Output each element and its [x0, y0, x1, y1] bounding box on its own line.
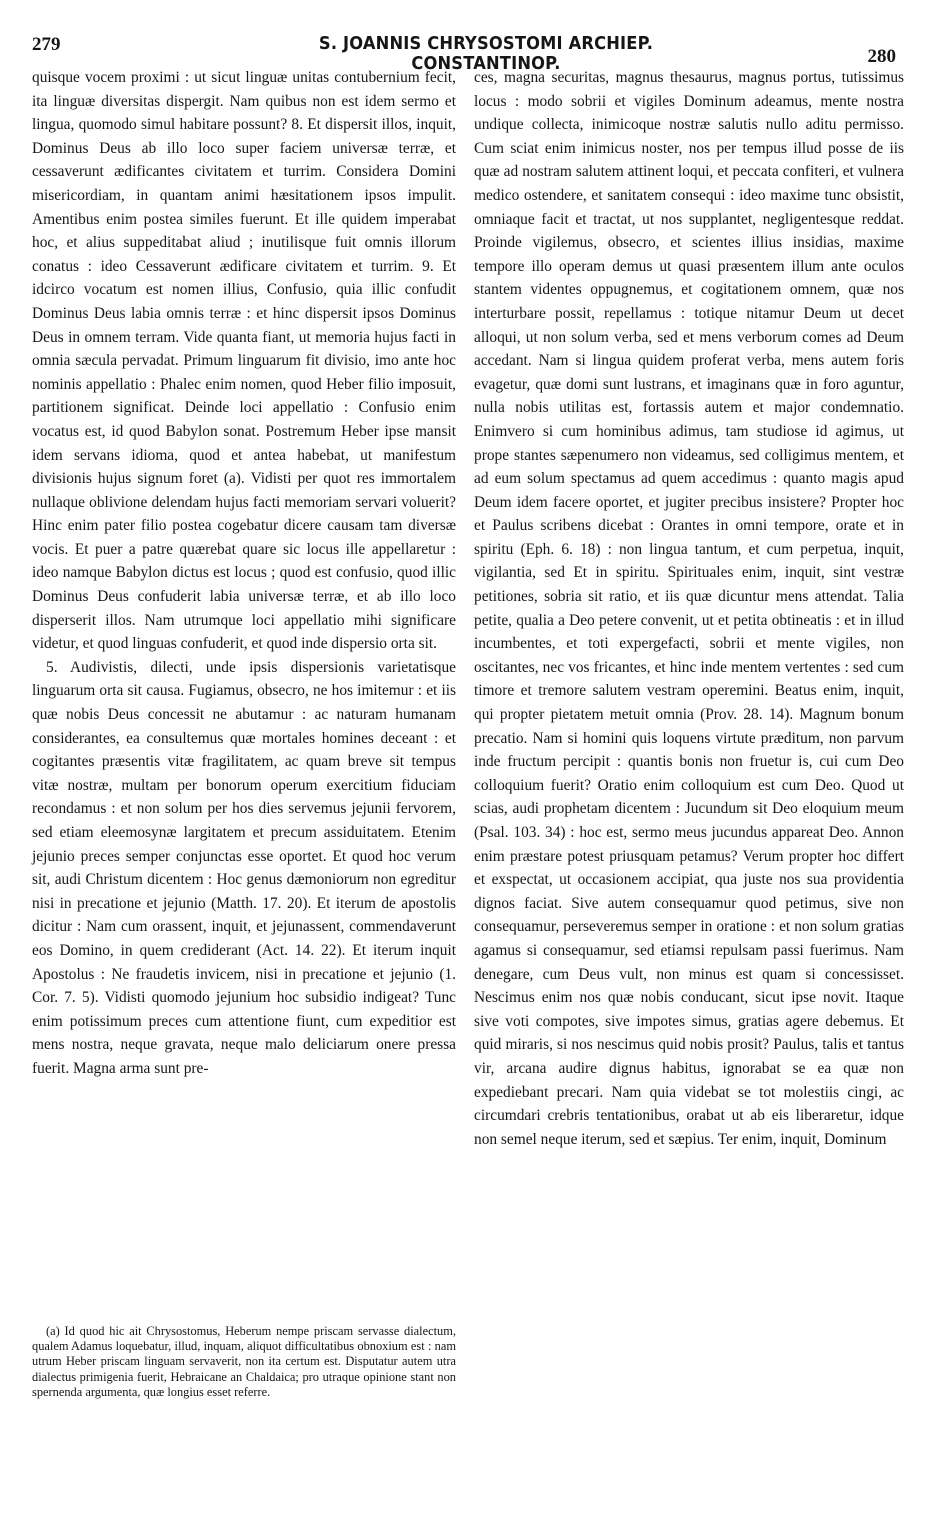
page-number-left: 279 [32, 34, 61, 55]
right-paragraph-1: ces, magna securitas, magnus thesaurus, magnus portus, tutissimus locus : modo sobrii et vigiles Dominum adeamus, mente nostra undique collecta, inimicoque nostræ salutis nullo aditu permisso. Cum sciat enim inimicus noster, nos per tempus illud posse de iis quæ ad nostram salutem attinent loqui, et peccata confiteri, et vulnera medico ostendere, et sanitatem consequi : ideo maxime tunc obsistit, omniaque facit et tractat, ut nos supplantet, negligentesque reddat. Proinde vigilemus, obsecro, et scientes illius insidias, maxime tempore illo operam demus ut quasi præsentem illum ante oculos stantem videntes oppugnemus, et cogitationem omnem, quæ nos interturbare possit, repellamus : totique nitamur Deum ut decet alloqui, ut non solum verba, sed et mens verborum comes ad Deum accedant. Nam si lingua quidem proferat verba, mens autem foris evagetur, quæ domi sunt lustrans, et imaginans quæ in foro aguntur, nulla nobis utilitas est, fortassis autem et major condemnatio. Enimvero si cum hominibus adimus, tam studiose id agimus, ut prope stantes sæpenumero non videamus, sed colligimus mentem, et ad eum solum spectamus ad quem accedimus : quanto magis apud Deum idem facere oportet, et jugiter precibus insistere? Propter hoc et Paulus scribens dicebat : Orantes in omni tempore, orate et in spiritu (Eph. 6. 18) : non lingua tantum, et cum perpetua, inquit, vigilantia, sed Et in spiritu. Spirituales enim, inquit, sint vestræ petitiones, sobria sit ratio, et iis quæ dicuntur mens attendat. Talia petite, qualia a Deo petere convenit, ut et petita obtineatis : et in illud incumbentes, et toti expergefacti, sobrii et mente vigiles, non oscitantes, nec vos fricantes, et hinc inde mentem vertentes : sed cum timore et tremore salutem vestram operemini. Beatus enim, inquit, qui propter pietatem metuit omnia (Prov. 28. 14). Magnum bonum precatio. Nam si homini quis loquens virtute præditum, non parvum inde fructum percipit : quantis bonis non fruetur is, cui cum Deo colloquium fuerit? Oratio enim colloquium est cum Deo. Quod ut scias, audi prophetam dicentem : Jucundum sit Deo eloquium meum (Psal. 103. 34) : hoc est, sermo meus jucundus appareat Deo. Annon enim præstare potest priusquam petamus? Verum propter hoc differt et exspectat, ut occasionem accipiat, qua juste nos sua providentia dignos faciat. Sive autem consequamur quod petimus, sive non consequamur, perseveremus semper in oratione : et non solum gratias agamus si consequamur, sed etiamsi repulsam passi fuerimus. Nam denegare, cum Deus vult, non minus est quam si concessisset. Nescimus enim nos quæ nobis conducant, sicut ipse novit. Itaque sive voti compotes, sive impotes simus, gratias agere debemus. Et quid miraris, si nos nescimus quid nobis prosit? Paulus, talis et tantus vir, arcana audire dignus habitus, ignorabat se ea quæ non expediebant precari. Nam quia videbat se tot molestiis cingi, ac circumdari crebris tentationibus, orabat ut ab eis liberaretur, idque non semel neque iterum, sed et sæpius. Ter enim, inquit, Dominum [474, 69, 904, 1148]
page-header [30, 26, 902, 74]
left-column [32, 66, 456, 1081]
page-number-right: 280 [867, 46, 896, 67]
footnote-text: (a) Id quod hic ait Chrysostomus, Heberum nempe priscam servasse dialectum, qualem Adamus loquebatur, illud, inquam, aliquot difficultatibus obnoxium est : nam utrum Heber priscam linguam servaverit, non ita certum est. Disputatur autem utra dialectus primigenia fuerit, Hebraicane an Chaldaica; pro utraque opinione stant non spernenda argumenta, quæ longius esset referre. [32, 1324, 456, 1399]
left-paragraph-2: 5. Audivistis, dilecti, unde ipsis dispersionis varietatisque linguarum orta sit causa. Fugiamus, obsecro, ne hos imitemur : et iis quæ nobis Deus concessit ne abutamur : ac naturam humanam considerantes, ea consultemus quæ mortales homines deceant : et cogitantes præsentis vitæ fragilitatem, ac quam breve sit tempus vitæ nostræ, multam per bonorum operum exercitium fiduciam recondamus : et non solum per hos dies servemus jejunii fervorem, sed etiam eleemosynæ largitatem et precum assiduitatem. Etenim jejunio preces semper conjunctas esse oportet. Et quod hoc verum sit, audi Christum dicentem : Hoc genus dæmoniorum non egreditur nisi in precatione et jejunio (Matth. 17. 20). Et iterum de apostolis dicitur : Nam cum orassent, inquit, et jejunassent, commendaverunt eos Domino, in quem crediderant (Act. 14. 22). Et iterum inquit Apostolus : Ne fraudetis invicem, nisi in precatione et jejunio (1. Cor. 7. 5). Vidisti quomodo jejunium hoc subsidio indigeat? Tunc enim potissimum preces cum attentione fiunt, cum expeditior est mens nostra, neque gravata, neque malo deliciarum onere pressa fuerit. Magna arma sunt pre- [32, 658, 456, 1077]
right-column [474, 66, 904, 1151]
running-title: S. JOANNIS CHRYSOSTOMI ARCHIEP. CONSTANTINOP. [318, 34, 654, 74]
footnote [32, 1324, 456, 1400]
left-paragraph-1: quisque vocem proximi : ut sicut linguæ unitas contubernium fecit, ita linguæ diversitas dispergit. Nam quibus non est idem sermo et lingua, quomodo simul habitare possunt? 8. Et dispersit illos, inquit, Dominus Deus ab illo loco super faciem universæ terræ, et cessaverunt ædificantes civitatem et turrim. Considera Domini misericordiam, in quantam animi hæsitationem ipsos impulit. Amentibus enim postea similes fuerunt. Et ille quidem imperabat hoc, et alius suppeditabat aliud ; inutilisque fuit omnis illorum conatus : ideo Cessaverunt ædificare civitatem et turrim. 9. Et idcirco vocatum est nomen illius, Confusio, quia illic confudit Dominus Deus labia omnis terræ : et hinc dispersit ipsos Dominus Deus in omnem terram. Vide quanta fiant, ut memoria hujus facti in omnia sæcula pervadat. Primum linguarum fit divisio, imo ante hoc nominis appellatio : Phalec enim nomen, quod Heber filio imposuit, partitionem significat. Deinde loci appellatio : Confusio enim vocatus est, id quod Babylon sonat. Postremum Heber ipse mansit idem servans idioma, quod et antea habebat, ut manifestum divisionis hujus signum foret (a). Vidisti per quot res immortalem nullaque oblivione delendam hujus facti memoriam servari voluerit? Hinc enim pater filio postea cogebatur dicere causam tam diversæ vocis. Et puer a patre quærebat quare sic locus ille appellaretur : ideo namque Babylon dictus est locus ; quod est confusio, quod illic Dominus Deus confuderit labia universæ terræ, et ab illo loco disperserit illos. Nam utrumque loci appellatio mihi significare videtur, et quod linguas confuderit, et quod inde dispersio orta sit. [32, 69, 456, 653]
